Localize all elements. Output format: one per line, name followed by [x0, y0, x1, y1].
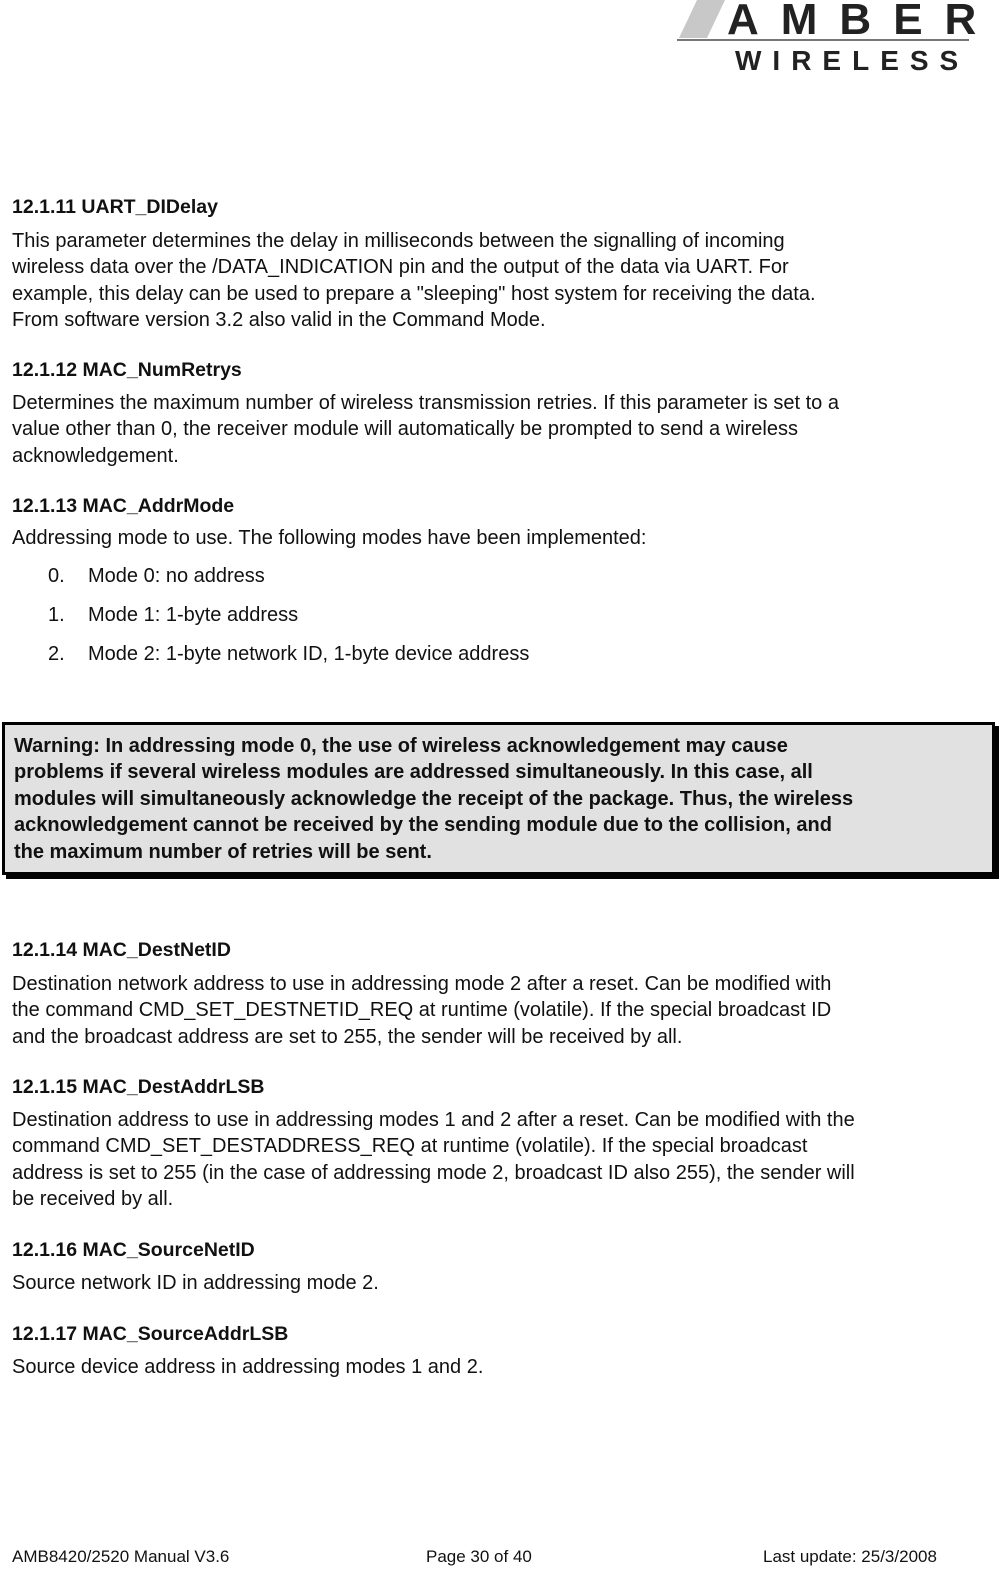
warning-line: the maximum number of retries will be sent.	[14, 840, 432, 863]
list-text: Mode 1: 1-byte address	[88, 604, 299, 626]
section-paragraph	[12, 1107, 855, 1213]
section-paragraph	[12, 390, 839, 469]
amber-wireless-logo	[677, 0, 977, 85]
section-paragraph	[12, 525, 646, 551]
footer-page: Page 30 of 40	[426, 1547, 532, 1566]
paragraph-line: Destination address to use in addressing modes 1 and 2 after a reset. Can be modified with the	[12, 1109, 855, 1131]
paragraph-line: wireless data over the /DATA_INDICATION pin and the output of the data via UART. For	[12, 256, 789, 279]
list-text: Mode 2: 1-byte network ID, 1-byte device address	[88, 643, 530, 665]
section-paragraph	[12, 1270, 379, 1296]
paragraph-line: From software version 3.2 also valid in the Command Mode.	[12, 309, 546, 332]
footer-manual: AMB8420/2520 Manual V3.6	[12, 1547, 230, 1566]
list-number: 0.	[48, 565, 65, 587]
paragraph-line: value other than 0, the receiver module will automatically be prompted to send a wireless	[12, 418, 798, 441]
warning-box	[2, 722, 995, 875]
section-paragraph	[12, 228, 816, 334]
svg-text:AMBER: AMBER	[727, 0, 977, 44]
paragraph-line: the command CMD_SET_DESTNETID_REQ at runtime (volatile). If the special broadcast ID	[12, 999, 832, 1022]
paragraph-line: This parameter determines the delay in milliseconds between the signalling of incoming	[12, 230, 785, 252]
paragraph-line: example, this delay can be used to prepare a "sleeping" host system for receiving the data.	[12, 282, 816, 305]
list-text: Mode 0: no address	[88, 565, 265, 587]
paragraph-line: address is set to 255 (in the case of addressing mode 2, broadcast ID also 255), the sender will	[12, 1161, 855, 1184]
paragraph-line: Source device address in addressing modes 1 and 2.	[12, 1356, 484, 1378]
section-heading: 12.1.16 MAC_SourceNetID	[12, 1239, 255, 1261]
section-heading: 12.1.11 UART_DIDelay	[12, 196, 218, 218]
section-heading: 12.1.15 MAC_DestAddrLSB	[12, 1076, 265, 1098]
section-paragraph	[12, 1354, 483, 1380]
paragraph-line: Addressing mode to use. The following modes have been implemented:	[12, 527, 647, 549]
section-heading: 12.1.14 MAC_DestNetID	[12, 939, 231, 961]
paragraph-line: Destination network address to use in addressing mode 2 after a reset. Can be modified with	[12, 973, 832, 995]
list-number: 2.	[48, 643, 65, 665]
warning-line: acknowledgement cannot be received by the sending module due to the collision, and	[14, 814, 832, 837]
section-heading: 12.1.13 MAC_AddrMode	[12, 495, 235, 517]
paragraph-line: be received by all.	[12, 1188, 174, 1211]
paragraph-line: and the broadcast address are set to 255, the sender will be received by all.	[12, 1025, 683, 1048]
svg-text:WIRELESS: WIRELESS	[735, 45, 970, 76]
list-number: 1.	[48, 604, 65, 626]
warning-line: problems if several wireless modules are addressed simultaneously. In this case, all	[14, 761, 813, 784]
warning-line: modules will simultaneously acknowledge the receipt of the package. Thus, the wireless	[14, 787, 854, 810]
section-heading: 12.1.12 MAC_NumRetrys	[12, 359, 242, 381]
warning-line: Warning: In addressing mode 0, the use of wireless acknowledgement may cause	[14, 735, 788, 757]
paragraph-line: command CMD_SET_DESTADDRESS_REQ at runtime (volatile). If the special broadcast	[12, 1135, 808, 1158]
paragraph-line: acknowledgement.	[12, 444, 179, 467]
footer-updated: Last update: 25/3/2008	[763, 1547, 937, 1566]
paragraph-line: Determines the maximum number of wireless transmission retries. If this parameter is set to a	[12, 392, 839, 414]
section-paragraph	[12, 971, 831, 1050]
section-heading: 12.1.17 MAC_SourceAddrLSB	[12, 1323, 289, 1345]
paragraph-line: Source network ID in addressing mode 2.	[12, 1272, 379, 1294]
warning-text	[14, 733, 853, 865]
